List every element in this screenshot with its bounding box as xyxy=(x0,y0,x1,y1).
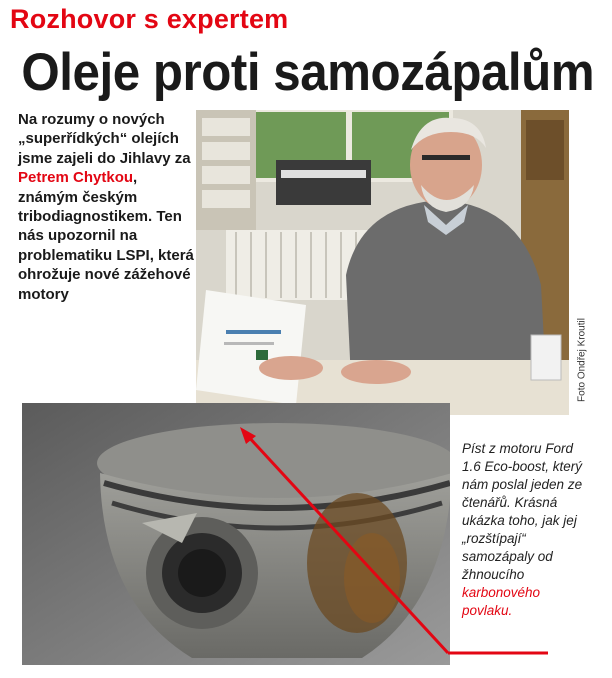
intro-paragraph xyxy=(18,110,196,304)
caption-text: Píst z motoru Ford 1.6 Eco-boost, který nám poslal jeden ze čtenářů. Krásná ukázka toho, jak jej „rozštípají“ samozápaly od žhnoucího xyxy=(462,441,583,582)
article-title: Oleje proti samozápalům xyxy=(21,43,595,102)
intro-text-after: , známým českým tribodiagnostikem. Ten nás upozornil na problematiku LSPI, která ohrožuje nové zážehové motory xyxy=(18,169,194,303)
photo-caption xyxy=(462,440,592,620)
intro-person-name: Petrem Chytkou xyxy=(18,169,134,187)
caption-highlight: karbonového povlaku. xyxy=(462,585,541,618)
photo-credit-text: Foto Ondřej Kroutil xyxy=(576,318,588,402)
expert-photo-illustration xyxy=(196,110,569,415)
photo-damaged-piston xyxy=(22,403,450,665)
piston-photo-illustration xyxy=(22,403,450,665)
section-label: Rozhovor s expertem xyxy=(10,4,289,34)
photo-credit xyxy=(570,300,594,420)
intro-text-before: Na rozumy o nových „superřídkých“ olejích jsme zajeli do Jihlavy za xyxy=(18,111,191,167)
photo-expert-at-desk xyxy=(196,110,569,415)
